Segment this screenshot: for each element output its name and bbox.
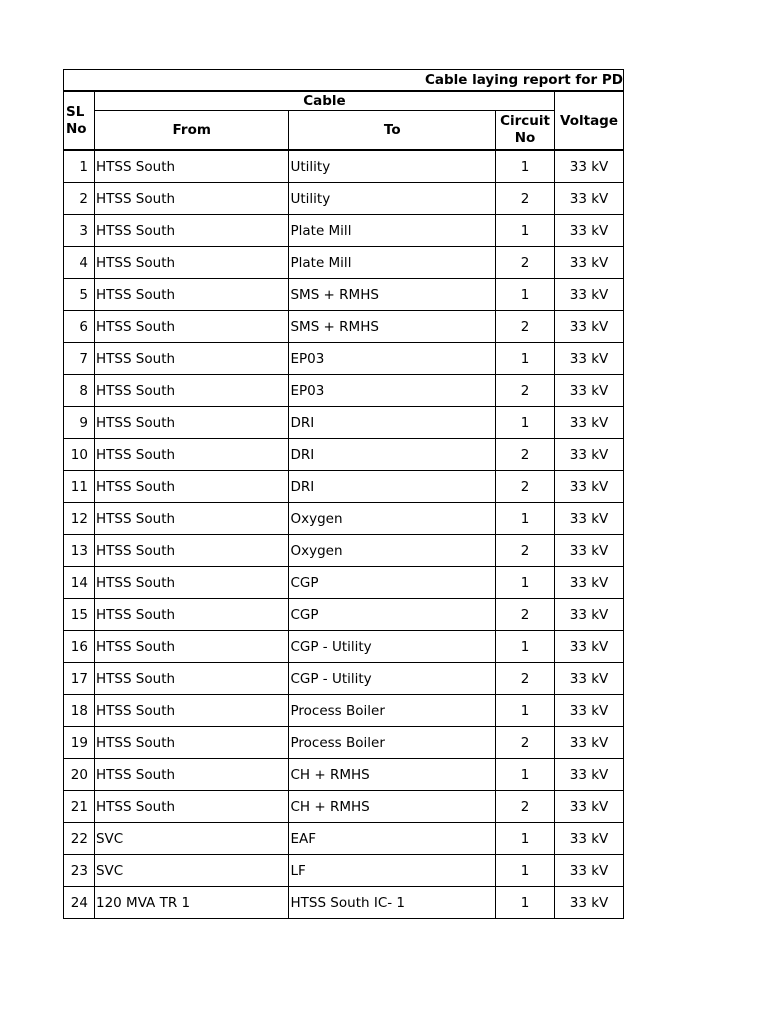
circuit-no-cell: 2 [496,247,555,279]
sl-no-cell: 14 [64,567,95,599]
to-cell: Process Boiler [289,727,496,759]
sl-no-cell: 1 [64,150,95,183]
table-row [64,150,624,183]
circuit-no-cell: 2 [496,439,555,471]
table-row [64,535,624,567]
from-cell: HTSS South [94,407,289,439]
from-cell: HTSS South [94,375,289,407]
sl-no-cell: 3 [64,215,95,247]
sl-no-cell: 2 [64,183,95,215]
voltage-cell: 33 kV [555,150,624,183]
sl-no-cell: 10 [64,439,95,471]
circuit-no-cell: 2 [496,727,555,759]
from-cell: HTSS South [94,727,289,759]
voltage-cell: 33 kV [555,503,624,535]
circuit-no-cell: 1 [496,279,555,311]
from-cell: HTSS South [94,599,289,631]
voltage-cell: 33 kV [555,407,624,439]
from-cell: HTSS South [94,759,289,791]
sl-no-cell: 16 [64,631,95,663]
report-title: Cable laying report for PD [64,70,624,92]
to-cell: SMS + RMHS [289,311,496,343]
to-cell: DRI [289,471,496,503]
voltage-cell: 33 kV [555,823,624,855]
voltage-header: Voltage [555,91,624,150]
to-cell: EAF [289,823,496,855]
from-cell: HTSS South [94,343,289,375]
cable-header: Cable [94,91,554,111]
table-row [64,311,624,343]
voltage-cell: 33 kV [555,759,624,791]
sl-no-cell: 20 [64,759,95,791]
sl-no-cell: 6 [64,311,95,343]
to-cell: LF [289,855,496,887]
table-row [64,279,624,311]
header-row-2 [64,111,624,151]
voltage-cell: 33 kV [555,215,624,247]
voltage-cell: 33 kV [555,567,624,599]
to-cell: Plate Mill [289,215,496,247]
circuit-no-cell: 2 [496,663,555,695]
circuit-no-cell: 1 [496,631,555,663]
sl-no-cell: 12 [64,503,95,535]
sl-no-cell: 8 [64,375,95,407]
from-cell: HTSS South [94,695,289,727]
from-cell: 120 MVA TR 1 [94,887,289,919]
circuit-no-cell: 1 [496,759,555,791]
to-cell: EP03 [289,343,496,375]
voltage-cell: 33 kV [555,375,624,407]
voltage-cell: 33 kV [555,599,624,631]
sl-no-cell: 4 [64,247,95,279]
table-row [64,247,624,279]
voltage-cell: 33 kV [555,183,624,215]
to-cell: EP03 [289,375,496,407]
table-row [64,791,624,823]
table-row [64,567,624,599]
sl-no-cell: 19 [64,727,95,759]
circuit-no-cell: 1 [496,567,555,599]
sl-no-cell: 21 [64,791,95,823]
to-cell: Process Boiler [289,695,496,727]
voltage-cell: 33 kV [555,279,624,311]
voltage-cell: 33 kV [555,727,624,759]
from-cell: HTSS South [94,311,289,343]
sl-no-cell: 24 [64,887,95,919]
table-row [64,631,624,663]
table-row [64,727,624,759]
circuit-no-cell: 1 [496,695,555,727]
circuit-no-cell: 2 [496,183,555,215]
circuit-no-header: Circuit No [496,111,555,151]
cable-laying-table [63,69,624,919]
from-cell: HTSS South [94,150,289,183]
voltage-cell: 33 kV [555,855,624,887]
circuit-no-cell: 1 [496,407,555,439]
from-cell: HTSS South [94,535,289,567]
table-row [64,663,624,695]
sl-no-cell: 11 [64,471,95,503]
table-row [64,503,624,535]
from-cell: HTSS South [94,183,289,215]
to-cell: CGP [289,599,496,631]
table-row [64,407,624,439]
circuit-no-cell: 1 [496,887,555,919]
to-cell: Oxygen [289,503,496,535]
circuit-no-cell: 1 [496,150,555,183]
from-cell: SVC [94,823,289,855]
from-cell: HTSS South [94,631,289,663]
to-cell: CGP [289,567,496,599]
from-cell: HTSS South [94,215,289,247]
from-cell: HTSS South [94,247,289,279]
table-row [64,343,624,375]
sl-no-cell: 15 [64,599,95,631]
from-cell: HTSS South [94,279,289,311]
table-row [64,759,624,791]
sl-no-cell: 13 [64,535,95,567]
table-row [64,599,624,631]
to-cell: SMS + RMHS [289,279,496,311]
header-row-1 [64,91,624,111]
table-row [64,471,624,503]
sl-no-cell: 7 [64,343,95,375]
voltage-cell: 33 kV [555,695,624,727]
to-cell: CGP - Utility [289,663,496,695]
to-cell: Utility [289,150,496,183]
sl-no-cell: 22 [64,823,95,855]
from-cell: HTSS South [94,439,289,471]
circuit-no-cell: 2 [496,375,555,407]
to-cell: CH + RMHS [289,759,496,791]
to-cell: CGP - Utility [289,631,496,663]
from-cell: HTSS South [94,471,289,503]
table-row [64,823,624,855]
to-cell: Oxygen [289,535,496,567]
to-cell: Utility [289,183,496,215]
circuit-no-cell: 2 [496,311,555,343]
circuit-no-cell: 1 [496,855,555,887]
from-cell: HTSS South [94,791,289,823]
from-header: From [94,111,289,151]
sl-no-cell: 5 [64,279,95,311]
report-sheet [63,69,624,923]
to-cell: HTSS South IC- 1 [289,887,496,919]
from-cell: SVC [94,855,289,887]
title-row [64,70,624,92]
table-row [64,695,624,727]
sl-no-header: SL No [64,91,95,150]
to-cell: CH + RMHS [289,791,496,823]
circuit-no-cell: 1 [496,823,555,855]
voltage-cell: 33 kV [555,663,624,695]
sl-no-cell: 23 [64,855,95,887]
voltage-cell: 33 kV [555,471,624,503]
from-cell: HTSS South [94,663,289,695]
circuit-no-cell: 1 [496,343,555,375]
circuit-no-cell: 2 [496,471,555,503]
circuit-no-cell: 2 [496,791,555,823]
sl-no-cell: 9 [64,407,95,439]
from-cell: HTSS South [94,503,289,535]
to-cell: DRI [289,407,496,439]
table-row [64,439,624,471]
circuit-no-cell: 2 [496,599,555,631]
voltage-cell: 33 kV [555,887,624,919]
table-body [64,150,624,919]
voltage-cell: 33 kV [555,311,624,343]
from-cell: HTSS South [94,567,289,599]
voltage-cell: 33 kV [555,343,624,375]
voltage-cell: 33 kV [555,439,624,471]
circuit-no-cell: 2 [496,535,555,567]
circuit-no-cell: 1 [496,215,555,247]
voltage-cell: 33 kV [555,535,624,567]
sl-no-cell: 17 [64,663,95,695]
to-header: To [289,111,496,151]
to-cell: DRI [289,439,496,471]
table-row [64,183,624,215]
voltage-cell: 33 kV [555,791,624,823]
circuit-no-cell: 1 [496,503,555,535]
sl-no-cell: 18 [64,695,95,727]
table-row [64,215,624,247]
to-cell: Plate Mill [289,247,496,279]
table-row [64,855,624,887]
table-row [64,887,624,919]
voltage-cell: 33 kV [555,247,624,279]
table-row [64,375,624,407]
voltage-cell: 33 kV [555,631,624,663]
